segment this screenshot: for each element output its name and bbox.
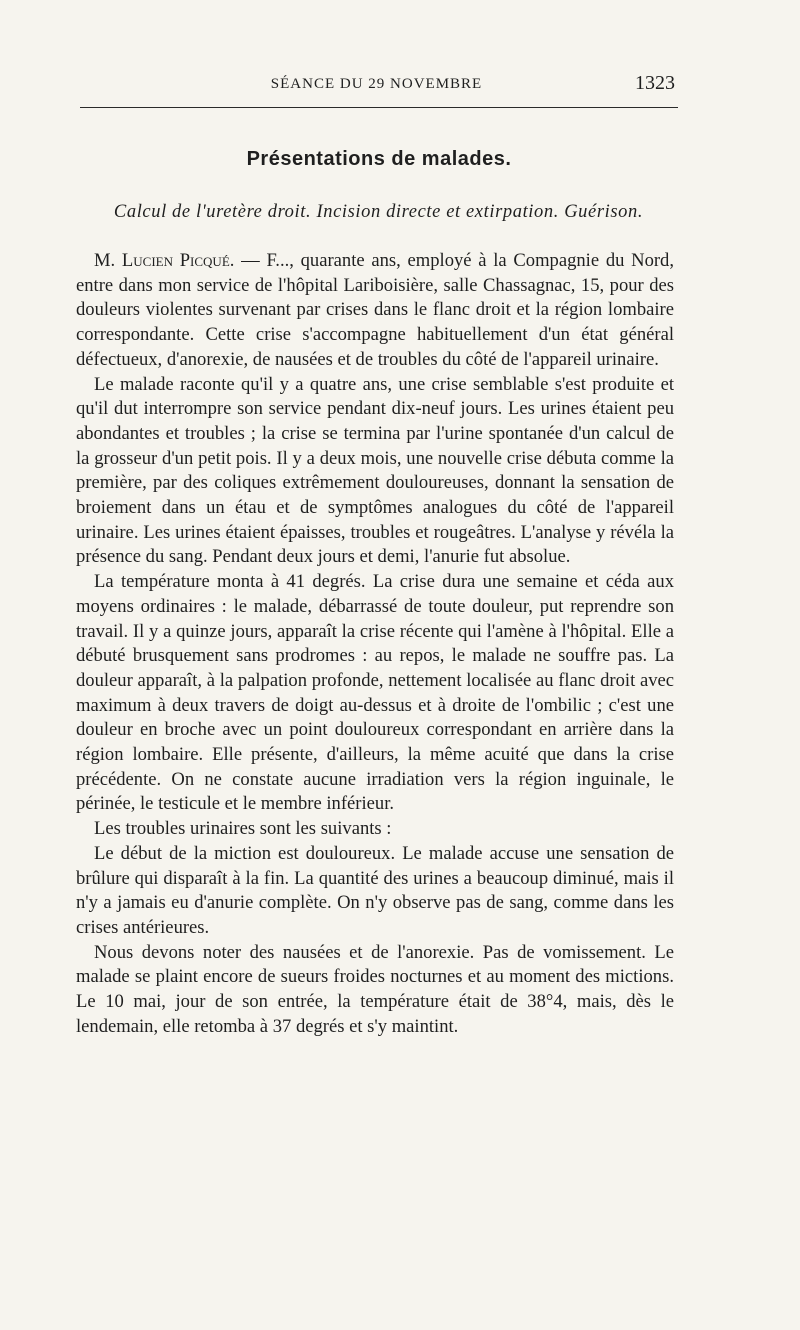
page-number: 1323 [635, 72, 675, 94]
article-subtitle: Calcul de l'uretère droit. Incision directe et extirpation. Guérison. [113, 202, 644, 222]
running-title: SÉANCE DU 29 NOVEMBRE [270, 76, 483, 92]
author-name: M. Lucien Picqué. [94, 250, 235, 271]
paragraph: Les troubles urinaires sont les suivants : [94, 818, 392, 840]
article-body [76, 249, 674, 1040]
paragraph: La température monta à 41 degrés. La crise dura une semaine et céda aux moyens ordinaires : le malade, débarrassé de toute douleur, put reprendre son travail. Il y a quinze jours, apparaît la crise récente qui l'amène à l'hôpital. Elle a débuté brusquement sans prodromes : au repos, le malade ne souffre pas. La douleur apparaît, à la palpation profonde, nettement localisée au flanc droit avec maximum à deux travers de doigt au-dessus et à droite de l'ombilic ; c'est une douleur en broche avec un point douloureux correspondant en arrière dans la région lombaire. Elle présente, d'ailleurs, la même acuité que dans la crise précédente. On ne constate aucune irradiation vers la région inguinale, le périnée, le testicule et le membre inférieur. [76, 571, 674, 815]
paragraph: Le début de la miction est douloureux. Le malade accuse une sensation de brûlure qui disparaît à la fin. La quantité des urines a beaucoup diminué, mais il n'y a jamais eu d'anurie complète. On n'y observe pas de sang, comme dans les crises antérieures. [76, 842, 674, 938]
running-head [78, 74, 675, 98]
section-title: Présentations de malades. [246, 148, 512, 170]
paragraph: Le malade raconte qu'il y a quatre ans, une crise semblable s'est produite et qu'il dut interrompre son service pendant dix-neuf jours. Les urines étaient peu abondantes et troubles ; la crise se termina par l'urine spontanée d'un calcul de la grosseur d'un petit pois. Il y a deux mois, une nouvelle crise débuta comme la première, par des coliques extrêmement douloureuses, donnant la sensation de broiement dans un étau et de symptômes analogues du côté de l'appareil urinaire. Les urines étaient épaisses, troubles et rougeâtres. L'analyse y révéla la présence du sang. Pendant deux jours et demi, l'anurie fut absolue. [76, 373, 674, 568]
paragraph-text: — F..., quarante ans, employé à la Compagnie du Nord, entre dans mon service de l'hôpital Lariboisière, salle Chassagnac, 15, pour des douleurs violentes survenant par crises dans le flanc droit et la région lombaire correspondante. Cette crise s'accompagne habituellement d'un état général défectueux, d'anorexie, de nausées et de troubles du côté de l'appareil urinaire. [76, 250, 675, 370]
paragraph [76, 249, 674, 373]
header-rule [80, 107, 678, 108]
paragraph: Nous devons noter des nausées et de l'anorexie. Pas de vomissement. Le malade se plaint encore de sueurs froides nocturnes et au moment des mictions. Le 10 mai, jour de son entrée, la température était de 38°4, mais, dès le lendemain, elle retomba à 37 degrés et s'y maintint. [76, 941, 674, 1037]
